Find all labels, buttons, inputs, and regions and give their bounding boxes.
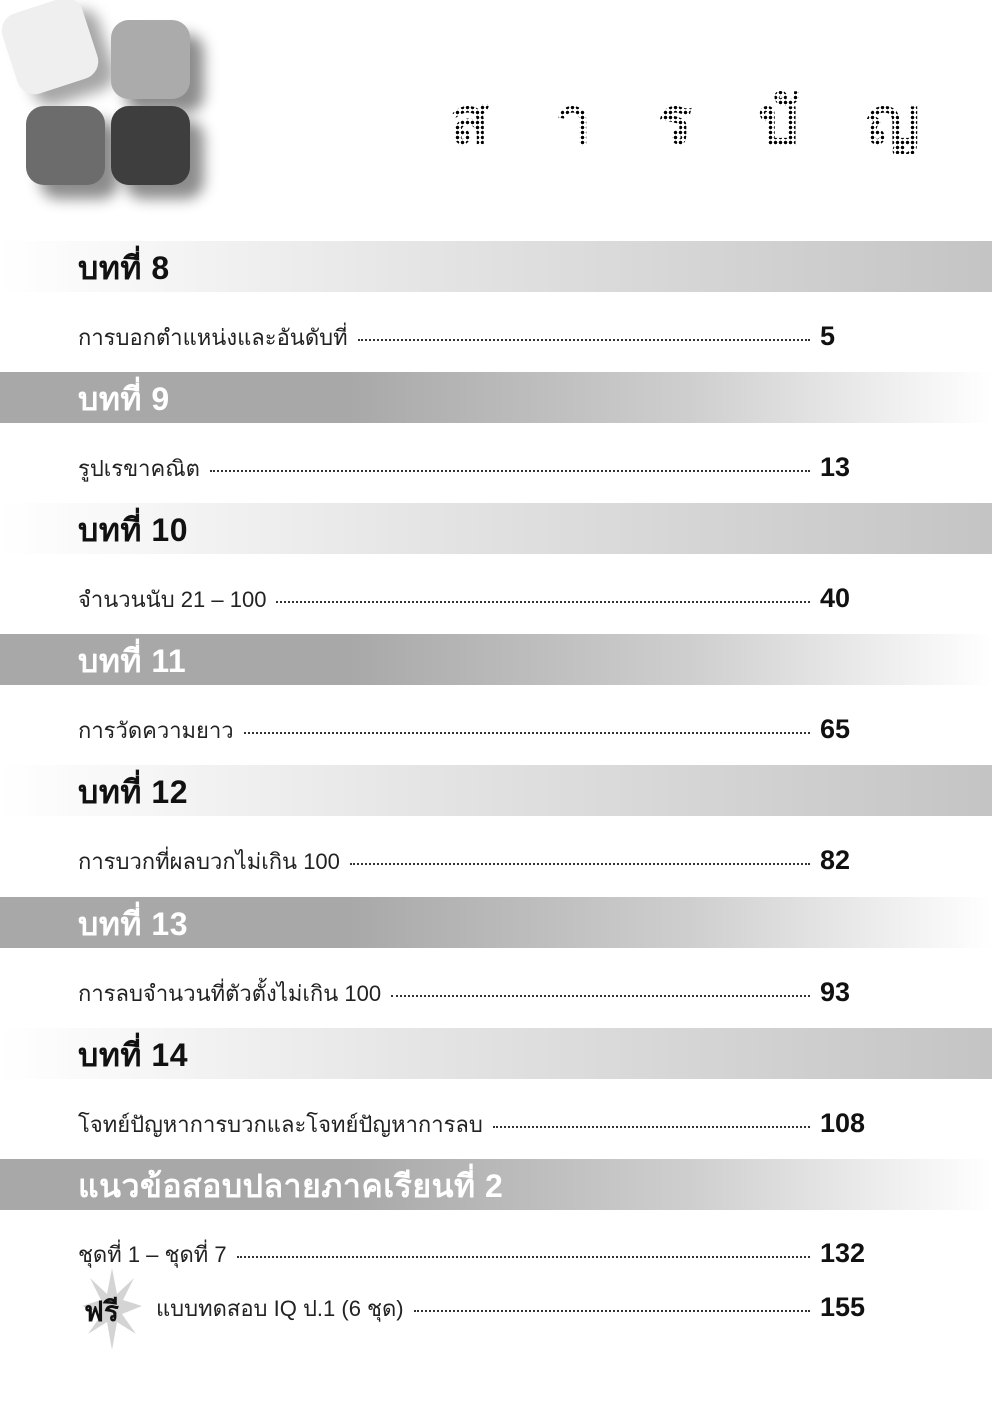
dot-leader	[237, 1256, 810, 1258]
chapter-header-8	[0, 241, 992, 292]
page-title	[450, 82, 920, 162]
toc-entry[interactable]	[78, 320, 878, 354]
toc-entry[interactable]	[78, 1107, 878, 1141]
entry-label: รูปเรขาคณิต	[78, 456, 200, 481]
title-char: บั	[758, 85, 800, 159]
entry-page: 65	[820, 714, 851, 744]
toc-entry[interactable]	[78, 451, 878, 485]
section-heading: แนวข้อสอบปลายภาคเรียนที่ 2	[78, 1168, 504, 1204]
toc-entry[interactable]	[78, 844, 878, 878]
entry-label: การลบจำนวนที่ตัวตั้งไม่เกิน 100	[78, 981, 382, 1006]
entry-page: 108	[820, 1108, 866, 1138]
toc-entry[interactable]	[78, 1237, 878, 1271]
entry-page: 155	[820, 1292, 866, 1322]
dot-leader	[244, 732, 810, 734]
chapter-header-14	[0, 1028, 992, 1079]
chapter-heading: บทที่ 11	[78, 643, 187, 679]
toc-entry-bonus[interactable]	[156, 1291, 878, 1325]
chapter-header-12	[0, 765, 992, 816]
dot-leader	[493, 1126, 810, 1128]
entry-page: 132	[820, 1238, 866, 1268]
entry-label: การบอกตำแหน่งและอันดับที่	[78, 325, 348, 350]
logo-square-darkest	[111, 106, 190, 185]
entry-page: 82	[820, 845, 851, 875]
entry-label: ชุดที่ 1 – ชุดที่ 7	[78, 1242, 227, 1267]
free-label: ฟรี	[84, 1296, 119, 1327]
entry-label: แบบทดสอบ IQ ป.1 (6 ชุด)	[156, 1296, 404, 1321]
entry-page: 40	[820, 583, 851, 613]
logo-square-light	[0, 0, 103, 99]
title-char: ส	[450, 85, 490, 159]
free-badge	[78, 1268, 148, 1350]
entry-page: 13	[820, 452, 851, 482]
logo-square-dark	[26, 106, 105, 185]
dot-leader	[414, 1310, 810, 1312]
chapter-header-13	[0, 897, 992, 948]
dot-leader	[358, 339, 810, 341]
chapter-heading: บทที่ 12	[78, 774, 188, 810]
title-char: ร	[657, 85, 693, 159]
chapter-heading: บทที่ 9	[78, 381, 170, 417]
logo-squares	[0, 0, 230, 210]
chapter-header-10	[0, 503, 992, 554]
dot-leader	[391, 995, 810, 997]
title-char: ญ	[865, 85, 920, 159]
exam-section-header	[0, 1159, 992, 1210]
chapter-heading: บทที่ 10	[78, 512, 188, 548]
toc-entry[interactable]	[78, 976, 878, 1010]
dot-leader	[210, 470, 810, 472]
chapter-heading: บทที่ 14	[78, 1037, 188, 1073]
chapter-header-9	[0, 372, 992, 423]
entry-label: จำนวนนับ 21 – 100	[78, 587, 267, 612]
chapter-heading: บทที่ 8	[78, 250, 170, 286]
entry-label: โจทย์ปัญหาการบวกและโจทย์ปัญหาการลบ	[78, 1112, 483, 1137]
entry-label: การวัดความยาว	[78, 718, 234, 743]
chapter-heading: บทที่ 13	[78, 906, 188, 942]
dot-leader	[350, 863, 810, 865]
chapter-header-11	[0, 634, 992, 685]
entry-label: การบวกที่ผลบวกไม่เกิน 100	[78, 849, 340, 874]
entry-page: 5	[820, 321, 836, 351]
toc-entry[interactable]	[78, 582, 878, 616]
logo-square-mid	[111, 20, 190, 99]
dot-leader	[276, 601, 810, 603]
title-char: า	[555, 85, 592, 159]
entry-page: 93	[820, 977, 851, 1007]
toc-entry[interactable]	[78, 713, 878, 747]
